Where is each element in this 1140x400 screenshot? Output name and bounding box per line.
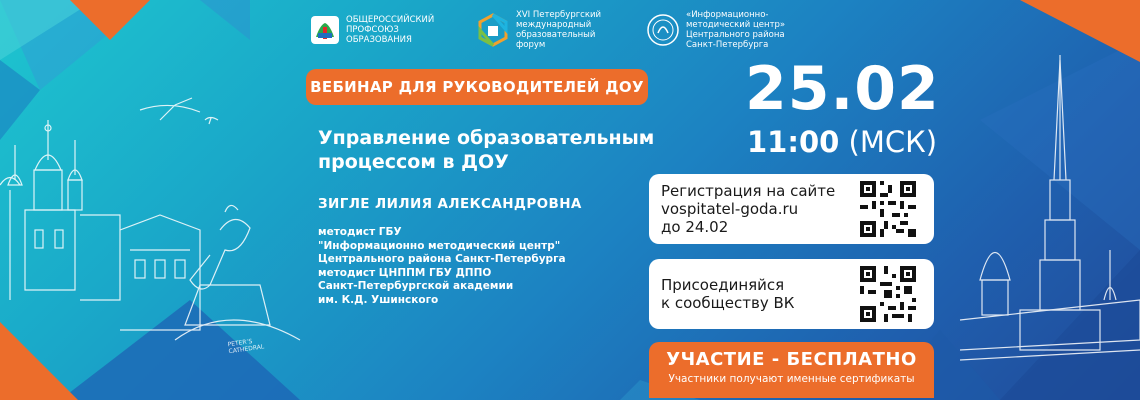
event-date: 25.02	[745, 54, 940, 124]
sketch-caption: PETER’S CATHEDRAL	[227, 337, 265, 356]
center-logo-text: «Информационно-методический центр» Центрального района Санкт-Петербурга	[686, 10, 786, 50]
registration-deadline: до 24.02	[661, 218, 729, 236]
event-time	[747, 124, 937, 160]
cta-main-text: УЧАСТИЕ - БЕСПЛАТНО	[666, 349, 917, 370]
vk-community-line: к сообществу ВК	[661, 294, 795, 312]
registration-text	[661, 182, 861, 236]
speaker-info	[318, 226, 566, 307]
speaker-info-line: им. К.Д. Ушинского	[318, 293, 439, 306]
forum-logo-text: XVI Петербургский международный образовательный форум	[516, 10, 602, 50]
registration-line: Регистрация на сайте	[661, 182, 836, 200]
vk-community-line: Присоединяйся	[661, 276, 785, 294]
speaker-info-line: Санкт-Петербургской академии	[318, 280, 514, 292]
union-emblem-icon	[310, 15, 340, 45]
union-logo-text: ОБЩЕРОССИЙСКИЙ ПРОФСОЮЗ ОБРАЗОВАНИЯ	[346, 15, 435, 45]
forum-logo	[476, 10, 606, 50]
speaker-info-line: "Информационно методический центр"	[318, 239, 561, 252]
speaker-info-line: методист ГБУ	[318, 226, 402, 238]
logos-row	[310, 10, 816, 50]
union-logo	[310, 15, 436, 45]
cta-sub-text: Участники получают именные сертификаты	[668, 373, 915, 385]
vk-community-text	[661, 276, 861, 312]
event-time-value: 11:00	[747, 125, 840, 159]
center-logo	[646, 10, 816, 50]
registration-card[interactable]	[649, 174, 934, 244]
registration-qr-code-icon[interactable]	[860, 181, 916, 237]
orange-triangle-bottom-left	[0, 322, 78, 400]
event-timezone: (МСК)	[848, 125, 938, 159]
webinar-topic: Управление образовательным процессом в ДОУ	[318, 127, 655, 173]
free-participation-banner[interactable]	[649, 342, 934, 398]
vk-qr-code-icon[interactable]	[860, 266, 916, 322]
webinar-title-pill: ВЕБИНАР ДЛЯ РУКОВОДИТЕЛЕЙ ДОУ	[306, 69, 648, 105]
forum-hexagon-icon	[476, 13, 510, 47]
registration-link[interactable]: vospitatel-goda.ru	[661, 200, 799, 218]
speaker-info-line: методист ЦНППМ ГБУ ДППО	[318, 266, 492, 279]
speaker-name: ЗИГЛЕ ЛИЛИЯ АЛЕКСАНДРОВНА	[318, 196, 582, 212]
vk-community-card[interactable]	[649, 259, 934, 329]
speaker-info-line: Центрального района Санкт-Петербурга	[318, 253, 566, 265]
center-emblem-icon	[646, 13, 680, 47]
